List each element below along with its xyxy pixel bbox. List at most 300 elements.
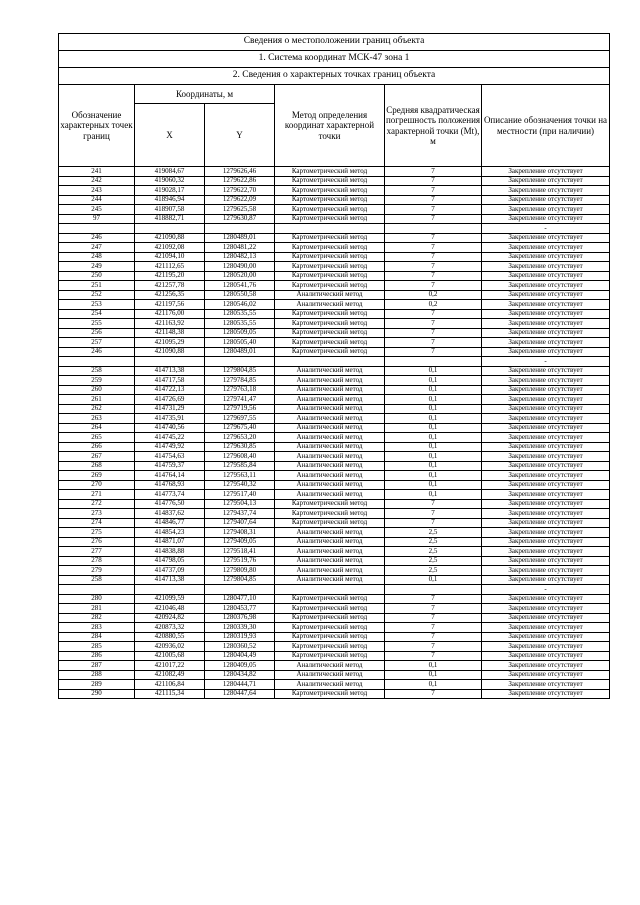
cell-point: 258 [59, 575, 135, 585]
cell-method: Картометрический метод [275, 252, 385, 262]
header-y: Y [205, 104, 275, 167]
cell-method: Картометрический метод [275, 689, 385, 699]
cell-y: 1279625,58 [205, 205, 275, 215]
cell-y: 1279608,40 [205, 452, 275, 462]
cell-error: 7 [385, 186, 482, 196]
cell-method: Картометрический метод [275, 214, 385, 224]
cell-method: Картометрический метод [275, 281, 385, 291]
table-body [59, 167, 610, 699]
table-row [59, 471, 610, 481]
cell-error: 0,1 [385, 414, 482, 424]
cell-point: 244 [59, 195, 135, 205]
table-row [59, 661, 610, 671]
table-row [59, 613, 610, 623]
cell-point: 270 [59, 480, 135, 490]
cell-error: 2,5 [385, 566, 482, 576]
cell-point: 251 [59, 281, 135, 291]
cell-description: Закрепление отсутствует [482, 613, 610, 623]
cell-y: 1280489,01 [205, 347, 275, 357]
cell-description: Закрепление отсутствует [482, 271, 610, 281]
cell-x: 414731,29 [135, 404, 205, 414]
cell-point: 242 [59, 176, 135, 186]
cell-x: 419060,32 [135, 176, 205, 186]
cell-description: Закрепление отсутствует [482, 385, 610, 395]
separator-cell [275, 585, 385, 595]
table-row [59, 689, 610, 699]
cell-method: Картометрический метод [275, 167, 385, 177]
cell-error: 2,5 [385, 528, 482, 538]
cell-point: 280 [59, 594, 135, 604]
table-row [59, 433, 610, 443]
cell-y: 1280319,93 [205, 632, 275, 642]
cell-x: 421257,78 [135, 281, 205, 291]
header-error: Средняя квадратическая погрешность положения характерной точки (Mt), м [385, 85, 482, 167]
cell-error: 2,5 [385, 547, 482, 557]
cell-x: 421148,38 [135, 328, 205, 338]
cell-x: 414846,77 [135, 518, 205, 528]
cell-x: 421112,65 [135, 262, 205, 272]
cell-y: 1280546,02 [205, 300, 275, 310]
cell-x: 421106,84 [135, 680, 205, 690]
cell-point: 245 [59, 205, 135, 215]
cell-description: Закрепление отсутствует [482, 461, 610, 471]
cell-point: 246 [59, 233, 135, 243]
separator-cell [59, 357, 135, 367]
header-method: Метод определения координат характерной точки [275, 85, 385, 167]
table-row [59, 414, 610, 424]
cell-error: 7 [385, 281, 482, 291]
cell-y: 1279653,20 [205, 433, 275, 443]
cell-error: 7 [385, 518, 482, 528]
cell-x: 419028,17 [135, 186, 205, 196]
cell-y: 1279622,86 [205, 176, 275, 186]
cell-description: Закрепление отсутствует [482, 290, 610, 300]
separator-cell [135, 357, 205, 367]
cell-point: 252 [59, 290, 135, 300]
cell-y: 1280520,00 [205, 271, 275, 281]
cell-y: 1279504,13 [205, 499, 275, 509]
separator-row [59, 224, 610, 234]
cell-x: 421092,08 [135, 243, 205, 253]
cell-description: Закрепление отсутствует [482, 423, 610, 433]
cell-error: 7 [385, 214, 482, 224]
cell-y: 1280481,22 [205, 243, 275, 253]
table-row [59, 623, 610, 633]
table-row [59, 480, 610, 490]
cell-x: 414768,93 [135, 480, 205, 490]
cell-x: 421195,20 [135, 271, 205, 281]
cell-description: Закрепление отсутствует [482, 328, 610, 338]
table-row [59, 347, 610, 357]
table-row [59, 547, 610, 557]
cell-error: 2,5 [385, 556, 482, 566]
cell-x: 421163,92 [135, 319, 205, 329]
cell-method: Аналитический метод [275, 423, 385, 433]
cell-error: 0,1 [385, 490, 482, 500]
cell-description: Закрепление отсутствует [482, 281, 610, 291]
cell-error: 0,1 [385, 661, 482, 671]
cell-y: 1280339,30 [205, 623, 275, 633]
cell-x: 420936,02 [135, 642, 205, 652]
table-row [59, 176, 610, 186]
cell-y: 1280490,00 [205, 262, 275, 272]
cell-description: Закрепление отсутствует [482, 347, 610, 357]
cell-description: Закрепление отсутствует [482, 509, 610, 519]
cell-description: Закрепление отсутствует [482, 366, 610, 376]
table-row [59, 670, 610, 680]
cell-description: Закрепление отсутствует [482, 480, 610, 490]
cell-method: Картометрический метод [275, 604, 385, 614]
cell-point: 261 [59, 395, 135, 405]
cell-method: Картометрический метод [275, 594, 385, 604]
cell-error: 0,1 [385, 376, 482, 386]
cell-y: 1279784,85 [205, 376, 275, 386]
cell-description: Закрепление отсутствует [482, 376, 610, 386]
table-row [59, 243, 610, 253]
cell-description: Закрепление отсутствует [482, 176, 610, 186]
cell-point: 254 [59, 309, 135, 319]
cell-description: Закрепление отсутствует [482, 205, 610, 215]
cell-y: 1279719,56 [205, 404, 275, 414]
cell-description: Закрепление отсутствует [482, 537, 610, 547]
cell-method: Аналитический метод [275, 556, 385, 566]
cell-error: 7 [385, 309, 482, 319]
cell-error: 7 [385, 689, 482, 699]
cell-method: Картометрический метод [275, 642, 385, 652]
cell-x: 414726,69 [135, 395, 205, 405]
cell-point: 260 [59, 385, 135, 395]
cell-x: 414773,74 [135, 490, 205, 500]
boundary-points-table [58, 33, 610, 699]
cell-error: 0,1 [385, 471, 482, 481]
separator-cell [59, 224, 135, 234]
cell-x: 414713,38 [135, 575, 205, 585]
cell-description: Закрепление отсутствует [482, 233, 610, 243]
cell-point: 281 [59, 604, 135, 614]
cell-y: 1279585,84 [205, 461, 275, 471]
header-description: Описание обозначения точки на местности (при наличии) [482, 85, 610, 167]
cell-x: 414737,09 [135, 566, 205, 576]
cell-point: 282 [59, 613, 135, 623]
cell-y: 1279741,47 [205, 395, 275, 405]
header-x: X [135, 104, 205, 167]
cell-error: 7 [385, 509, 482, 519]
cell-error: 7 [385, 594, 482, 604]
cell-x: 414871,07 [135, 537, 205, 547]
cell-point: 258 [59, 366, 135, 376]
table-row [59, 642, 610, 652]
cell-error: 2,5 [385, 537, 482, 547]
cell-error: 7 [385, 338, 482, 348]
cell-y: 1279408,31 [205, 528, 275, 538]
separator-cell [205, 357, 275, 367]
cell-method: Аналитический метод [275, 433, 385, 443]
cell-x: 421115,34 [135, 689, 205, 699]
table-row [59, 338, 610, 348]
table-row [59, 214, 610, 224]
cell-method: Аналитический метод [275, 480, 385, 490]
separator-cell [135, 224, 205, 234]
cell-x: 414776,50 [135, 499, 205, 509]
cell-method: Аналитический метод [275, 528, 385, 538]
cell-method: Аналитический метод [275, 537, 385, 547]
cell-x: 418946,94 [135, 195, 205, 205]
cell-error: 7 [385, 319, 482, 329]
cell-description: Закрепление отсутствует [482, 518, 610, 528]
cell-y: 1280376,98 [205, 613, 275, 623]
cell-y: 1280489,01 [205, 233, 275, 243]
cell-method: Картометрический метод [275, 328, 385, 338]
cell-y: 1279563,11 [205, 471, 275, 481]
cell-description: Закрепление отсутствует [482, 528, 610, 538]
table-row [59, 195, 610, 205]
cell-x: 414764,14 [135, 471, 205, 481]
cell-description: Закрепление отсутствует [482, 309, 610, 319]
cell-y: 1279626,46 [205, 167, 275, 177]
cell-y: 1280535,55 [205, 319, 275, 329]
cell-method: Картометрический метод [275, 347, 385, 357]
cell-method: Аналитический метод [275, 404, 385, 414]
table-row [59, 575, 610, 585]
cell-point: 265 [59, 433, 135, 443]
header-point-name: Обозначение характерных точек границ [59, 85, 135, 167]
cell-description: Закрепление отсутствует [482, 442, 610, 452]
cell-description: Закрепление отсутствует [482, 414, 610, 424]
cell-description: Закрепление отсутствует [482, 651, 610, 661]
cell-method: Картометрический метод [275, 176, 385, 186]
cell-x: 414854,23 [135, 528, 205, 538]
cell-point: 256 [59, 328, 135, 338]
cell-y: 1279437,74 [205, 509, 275, 519]
cell-y: 1279804,85 [205, 575, 275, 585]
cell-method: Картометрический метод [275, 499, 385, 509]
cell-description: Закрепление отсутствует [482, 661, 610, 671]
cell-description: Закрепление отсутствует [482, 452, 610, 462]
cell-y: 1279697,55 [205, 414, 275, 424]
cell-method: Картометрический метод [275, 195, 385, 205]
cell-x: 420873,32 [135, 623, 205, 633]
cell-error: 7 [385, 205, 482, 215]
separator-cell [275, 224, 385, 234]
cell-x: 414717,58 [135, 376, 205, 386]
cell-point: 248 [59, 252, 135, 262]
cell-error: 0,2 [385, 290, 482, 300]
cell-description: Закрепление отсутствует [482, 300, 610, 310]
cell-description: Закрепление отсутствует [482, 167, 610, 177]
cell-description: Закрепление отсутствует [482, 433, 610, 443]
cell-error: 7 [385, 499, 482, 509]
cell-point: 241 [59, 167, 135, 177]
separator-cell [275, 357, 385, 367]
cell-error: 0,1 [385, 395, 482, 405]
cell-error: 0,2 [385, 300, 482, 310]
cell-y: 1279804,85 [205, 366, 275, 376]
cell-error: 7 [385, 632, 482, 642]
cell-y: 1279630,85 [205, 442, 275, 452]
cell-method: Аналитический метод [275, 414, 385, 424]
cell-point: 259 [59, 376, 135, 386]
cell-y: 1280453,77 [205, 604, 275, 614]
cell-x: 421090,88 [135, 233, 205, 243]
cell-x: 421017,22 [135, 661, 205, 671]
cell-y: 1280404,49 [205, 651, 275, 661]
cell-error: 7 [385, 651, 482, 661]
cell-y: 1280509,05 [205, 328, 275, 338]
cell-method: Аналитический метод [275, 376, 385, 386]
cell-point: 289 [59, 680, 135, 690]
cell-description: Закрепление отсутствует [482, 195, 610, 205]
cell-y: 1279540,32 [205, 480, 275, 490]
cell-x: 414740,56 [135, 423, 205, 433]
table-row [59, 186, 610, 196]
cell-method: Аналитический метод [275, 547, 385, 557]
cell-method: Аналитический метод [275, 366, 385, 376]
cell-description: Закрепление отсутствует [482, 471, 610, 481]
cell-error: 0,1 [385, 442, 482, 452]
table-row [59, 604, 610, 614]
cell-x: 414754,63 [135, 452, 205, 462]
table-row [59, 167, 610, 177]
cell-error: 0,1 [385, 404, 482, 414]
cell-description: Закрепление отсутствует [482, 186, 610, 196]
table-row [59, 404, 610, 414]
cell-method: Картометрический метод [275, 509, 385, 519]
cell-error: 0,1 [385, 366, 482, 376]
cell-point: 262 [59, 404, 135, 414]
cell-y: 1279763,18 [205, 385, 275, 395]
table-row [59, 509, 610, 519]
cell-description: Закрепление отсутствует [482, 575, 610, 585]
cell-description: Закрепление отсутствует [482, 214, 610, 224]
cell-error: 7 [385, 195, 482, 205]
cell-y: 1279518,41 [205, 547, 275, 557]
cell-y: 1280477,10 [205, 594, 275, 604]
table-row [59, 385, 610, 395]
cell-error: 0,1 [385, 423, 482, 433]
cell-x: 421094,10 [135, 252, 205, 262]
table-row [59, 281, 610, 291]
cell-y: 1279675,40 [205, 423, 275, 433]
cell-description: Закрепление отсутствует [482, 395, 610, 405]
cell-error: 7 [385, 642, 482, 652]
cell-method: Картометрический метод [275, 309, 385, 319]
cell-point: 274 [59, 518, 135, 528]
cell-y: 1279622,09 [205, 195, 275, 205]
cell-method: Аналитический метод [275, 290, 385, 300]
cell-method: Аналитический метод [275, 452, 385, 462]
cell-point: 257 [59, 338, 135, 348]
cell-method: Картометрический метод [275, 262, 385, 272]
table-row [59, 680, 610, 690]
cell-method: Картометрический метод [275, 243, 385, 253]
cell-description: Закрепление отсутствует [482, 262, 610, 272]
cell-method: Картометрический метод [275, 233, 385, 243]
cell-point: 288 [59, 670, 135, 680]
cell-error: 0,1 [385, 680, 482, 690]
cell-description: Закрепление отсутствует [482, 642, 610, 652]
cell-y: 1280550,58 [205, 290, 275, 300]
cell-point: 284 [59, 632, 135, 642]
cell-error: 7 [385, 262, 482, 272]
cell-x: 414749,92 [135, 442, 205, 452]
separator-cell [385, 357, 482, 367]
cell-method: Аналитический метод [275, 395, 385, 405]
cell-point: 253 [59, 300, 135, 310]
cell-description: Закрепление отсутствует [482, 689, 610, 699]
cell-x: 414735,91 [135, 414, 205, 424]
cell-point: 247 [59, 243, 135, 253]
table-row [59, 423, 610, 433]
cell-y: 1279517,40 [205, 490, 275, 500]
cell-point: 278 [59, 556, 135, 566]
cell-error: 0,1 [385, 575, 482, 585]
cell-point: 266 [59, 442, 135, 452]
cell-method: Аналитический метод [275, 670, 385, 680]
cell-point: 275 [59, 528, 135, 538]
cell-y: 1279409,05 [205, 537, 275, 547]
cell-description: Закрепление отсутствует [482, 243, 610, 253]
cell-description: Закрепление отсутствует [482, 680, 610, 690]
cell-x: 421090,88 [135, 347, 205, 357]
cell-x: 420924,82 [135, 613, 205, 623]
cell-error: 7 [385, 328, 482, 338]
cell-method: Аналитический метод [275, 680, 385, 690]
cell-x: 414798,05 [135, 556, 205, 566]
table-row [59, 252, 610, 262]
cell-method: Картометрический метод [275, 613, 385, 623]
table-row [59, 566, 610, 576]
cell-point: 250 [59, 271, 135, 281]
table-row [59, 395, 610, 405]
cell-y: 1279519,76 [205, 556, 275, 566]
cell-point: 269 [59, 471, 135, 481]
separator-cell [135, 585, 205, 595]
cell-description: Закрепление отсутствует [482, 547, 610, 557]
cell-error: 7 [385, 623, 482, 633]
table-row [59, 499, 610, 509]
cell-method: Картометрический метод [275, 319, 385, 329]
cell-point: 279 [59, 566, 135, 576]
cell-x: 414838,88 [135, 547, 205, 557]
separator-cell [59, 585, 135, 595]
cell-error: 7 [385, 347, 482, 357]
cell-x: 419084,67 [135, 167, 205, 177]
cell-description: Закрепление отсутствует [482, 632, 610, 642]
cell-x: 420880,55 [135, 632, 205, 642]
cell-x: 421197,56 [135, 300, 205, 310]
table-row [59, 632, 610, 642]
cell-x: 421082,49 [135, 670, 205, 680]
cell-point: 276 [59, 537, 135, 547]
cell-description: Закрепление отсутствует [482, 252, 610, 262]
cell-point: 286 [59, 651, 135, 661]
table-row [59, 452, 610, 462]
cell-method: Картометрический метод [275, 186, 385, 196]
cell-method: Картометрический метод [275, 518, 385, 528]
cell-y: 1280409,05 [205, 661, 275, 671]
cell-x: 414837,62 [135, 509, 205, 519]
table-row [59, 528, 610, 538]
separator-cell: - [482, 585, 610, 595]
cell-y: 1280447,64 [205, 689, 275, 699]
cell-point: 246 [59, 347, 135, 357]
table-row [59, 205, 610, 215]
cell-description: Закрепление отсутствует [482, 623, 610, 633]
cell-x: 414722,13 [135, 385, 205, 395]
cell-x: 421099,59 [135, 594, 205, 604]
separator-cell [205, 224, 275, 234]
table-row [59, 319, 610, 329]
